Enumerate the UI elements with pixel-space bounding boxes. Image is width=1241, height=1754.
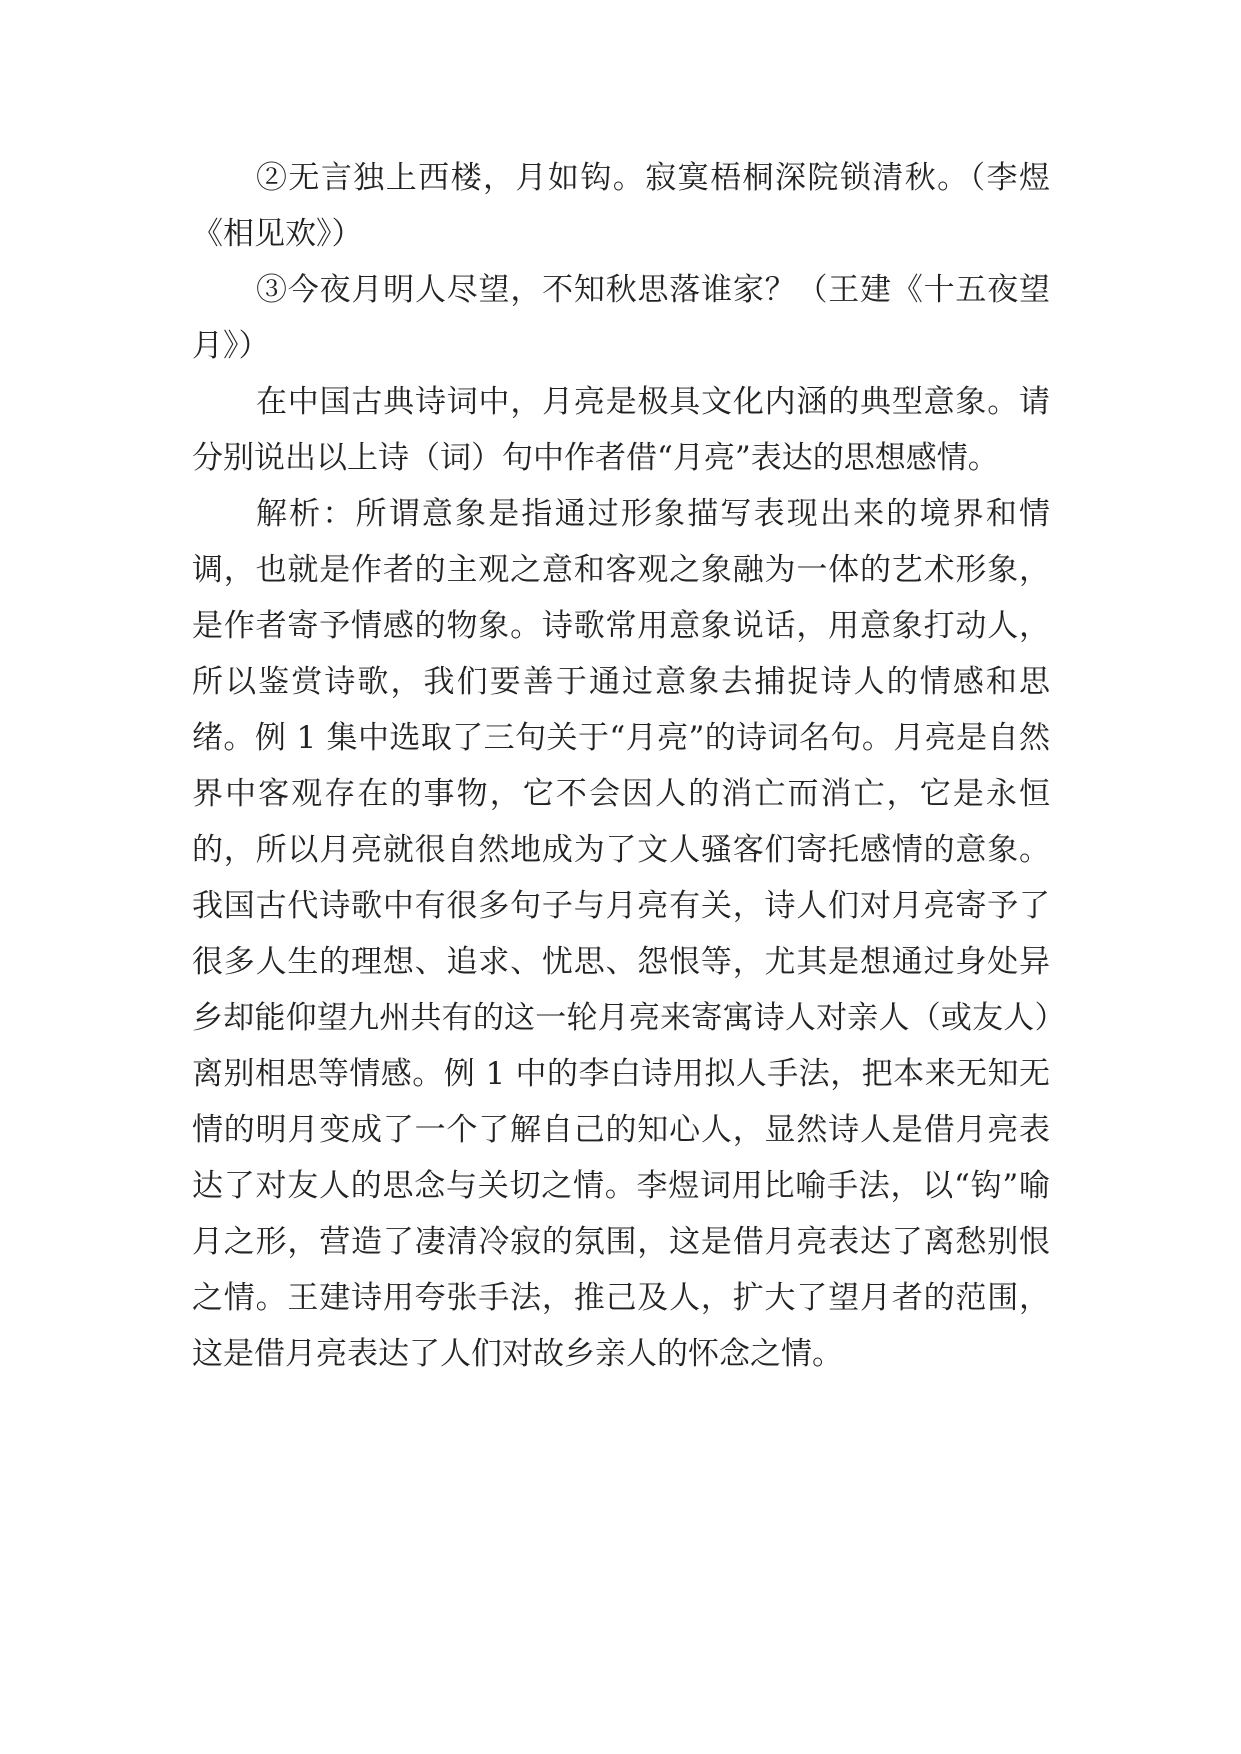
paragraph-question: 在中国古典诗词中，月亮是极具文化内涵的典型意象。请分别说出以上诗（词）句中作者借“月亮”表达的思想感情。	[192, 384, 1050, 476]
paragraph-poem-3: ③今夜月明人尽望，不知秋思落谁家？（王建《十五夜望月》）	[192, 272, 1050, 364]
body-text	[192, 150, 1050, 1382]
paragraph-analysis: 解析：所谓意象是指通过形象描写表现出来的境界和情调，也就是作者的主观之意和客观之象融为一体的艺术形象，是作者寄予情感的物象。诗歌常用意象说话，用意象打动人，所以鉴赏诗歌，我们要善于通过意象去捕捉诗人的情感和思绪。例 1 集中选取了三句关于“月亮”的诗词名句。月亮是自然界中客观存在的事物，它不会因人的消亡而消亡，它是永恒的，所以月亮就很自然地成为了文人骚客们寄托感情的意象。我国古代诗歌中有很多句子与月亮有关，诗人们对月亮寄予了很多人生的理想、追求、忧思、怨恨等，尤其是想通过身处异乡却能仰望九州共有的这一轮月亮来寄寓诗人对亲人（或友人）离别相思等情感。例 1 中的李白诗用拟人手法，把本来无知无情的明月变成了一个了解自己的知心人，显然诗人是借月亮表达了对友人的思念与关切之情。李煜词用比喻手法，以“钩”喻月之形，营造了凄清冷寂的氛围，这是借月亮表达了离愁别恨之情。王建诗用夸张手法，推己及人，扩大了望月者的范围，这是借月亮表达了人们对故乡亲人的怀念之情。	[192, 496, 1050, 1372]
paragraph-poem-2: ②无言独上西楼，月如钩。寂寞梧桐深院锁清秋。（李煜《相见欢》）	[192, 160, 1050, 252]
